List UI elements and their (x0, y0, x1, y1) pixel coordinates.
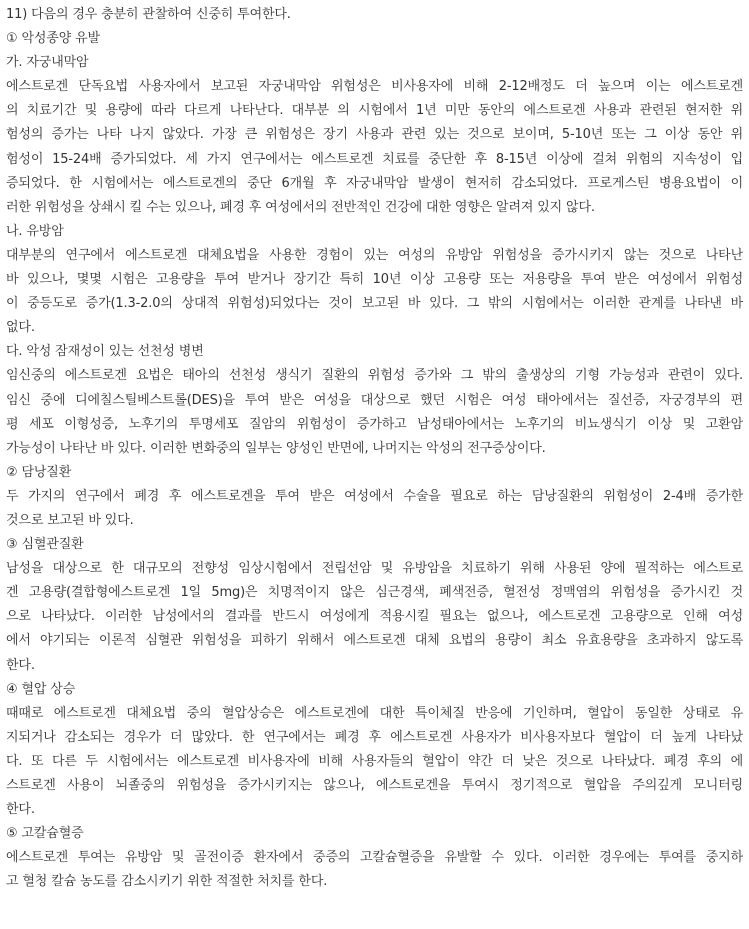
paragraph-line: 러한 위험성을 상쇄시 킬 수는 있으나, 폐경 후 여성에서의 전반적인 건강에 대한 영향은 알려져 있지 않다. (6, 199, 595, 215)
paragraph-line: 임신중의 에스트로겐 요법은 태아의 선천성 생식기 질환의 위험성 증가와 그 밖의 출생상의 기형 가능성과 관련이 있다. (6, 368, 743, 384)
paragraph-line: 대부분의 연구에서 에스트로겐 대체요법을 사용한 경험이 있는 여성의 유방암 위험성을 증가시키지 않는 것으로 나타난 (6, 247, 743, 263)
item-title-endometrial-cancer: 가. 자궁내막암 (6, 55, 89, 71)
paragraph-line: 바 있으나, 몇몇 시험은 고용량을 투여 받거나 장기간 특히 10년 이상 고용량 또는 저용량을 투여 받은 여성에서 위험성 (6, 272, 743, 288)
paragraph-line: 겐 고용량(결합형에스트로겐 1일 5mg)은 치명적이지 않은 심근경색, 폐색전증, 혈전성 정맥염의 위험성을 증가시킨 것 (6, 585, 743, 601)
paragraph-line: 평 세포 이형성증, 노후기의 투명세포 질암의 위험성이 증가하고 남성태아에서는 노후기의 비뇨생식기 이상 및 고환암 (6, 416, 743, 432)
paragraph-line: 남성을 대상으로 한 대규모의 전향성 임상시험에서 전립선암 및 유방암을 치료하기 위해 사용된 양에 필적하는 에스트로 (6, 561, 743, 577)
paragraph-line: 임신 중에 디에칠스틸베스트롤(DES)을 투여 받은 여성을 대상으로 했던 시험은 여성 태아에서는 질선증, 자궁경부의 편 (6, 392, 743, 408)
paragraph-line: 이 중등도로 증가(1.3-2.0의 상대적 위험성)되었다는 것이 보고된 바 있다. 그 밖의 시험에서는 이러한 관계를 나타낸 바 (6, 296, 743, 312)
subsection-title-malignancy: ① 악성종양 유발 (6, 31, 100, 47)
subsection-title-cardiovascular: ③ 심혈관질환 (6, 537, 84, 553)
paragraph-line: 으로 나타났다. 이러한 남성에서의 결과를 반드시 여성에게 적용시킬 필요는 없으나, 에스트로겐 고용량으로 인해 여성 (6, 609, 743, 625)
paragraph-line: 가능성이 나타난 바 있다. 이러한 변화중의 일부는 양성인 반면에, 나머지는 악성의 전구증상이다. (6, 440, 546, 456)
paragraph-line: 고 혈청 칼슘 농도를 감소시키기 위한 적절한 처치를 한다. (6, 874, 328, 890)
paragraph-line: 험성이 15-24배 증가되었다. 세 가지 연구에서는 에스트로겐 치료를 중단한 후 8-15년 이상에 걸쳐 위험의 지속성이 입 (6, 151, 743, 167)
item-title-breast-cancer: 나. 유방암 (6, 223, 64, 239)
paragraph-line: 스트로겐 사용이 뇌졸중의 위험성을 증가시키지는 않으나, 에스트로겐을 투여시 정기적으로 혈압을 주의깊게 모니터링 (6, 778, 743, 793)
paragraph-line: 증되었다. 한 시험에서는 에스트로겐의 중단 6개월 후 자궁내막암 발생이 현저히 감소되었다. 프로게스틴 병용요법이 이 (6, 175, 743, 191)
paragraph-line: 에서 야기되는 이론적 심혈관 위험성을 피하기 위해서 에스트로겐 대체 요법의 용량이 최소 유효용량을 초과하지 않도록 (6, 633, 743, 649)
item-title-congenital-lesions: 다. 악성 잠재성이 있는 선천성 병변 (6, 344, 204, 360)
paragraph-line: 없다. (6, 320, 35, 336)
paragraph-line: 에스트로겐 투여는 유방암 및 골전이증 환자에서 중증의 고칼슘혈증을 유발할 수 있다. 이러한 경우에는 투여를 중지하 (6, 850, 743, 866)
subsection-title-gallbladder: ② 담낭질환 (6, 464, 72, 480)
paragraph-line: 지되거나 감소되는 경우가 더 많았다. 한 연구에서는 폐경 후 에스트로겐 사용자가 비사용자보다 혈압이 더 높게 나타났 (6, 729, 743, 745)
paragraph-line: 에스트로겐 단독요법 사용자에서 보고된 자궁내막암 위험성은 비사용자에 비해 2-12배정도 더 높으며 이는 에스트로겐 (6, 79, 743, 95)
section-heading: 11) 다음의 경우 충분히 관찰하여 신중히 투여한다. (6, 7, 291, 22)
paragraph-line: 때때로 에스트로겐 대체요법 중의 혈압상승은 에스트로겐에 대한 특이체질 반응에 기인하며, 혈압이 동일한 상태로 유 (6, 705, 743, 721)
paragraph-line: 험성의 증가는 나타 나지 않았다. 가장 큰 위험성은 장기 사용과 관련 있는 것으로 보이며, 5-10년 또는 그 이상 동안 위 (6, 127, 743, 143)
paragraph-line: 한다. (6, 802, 35, 818)
paragraph-line: 다. 또 다른 두 시험에서는 에스트로겐 비사용자에 비해 사용자들의 혈압이 약간 더 낮은 것으로 나타났다. 폐경 후의 에 (6, 753, 743, 769)
subsection-title-hypercalcemia: ⑤ 고칼슘혈증 (6, 826, 84, 842)
paragraph-line: 것으로 보고된 바 있다. (6, 512, 134, 528)
paragraph-line: 두 가지의 연구에서 폐경 후 에스트로겐을 투여 받은 여성에서 수술을 필요로 하는 담낭질환의 위험성이 2-4배 증가한 (6, 488, 743, 504)
subsection-title-blood-pressure: ④ 혈압 상승 (6, 681, 76, 697)
paragraph-line: 한다. (6, 657, 35, 673)
paragraph-line: 의 치료기간 및 용량에 따라 다르게 나타난다. 대부분 의 시험에서 1년 미만 동안의 에스트로겐 사용과 관련된 현저한 위 (6, 103, 743, 119)
